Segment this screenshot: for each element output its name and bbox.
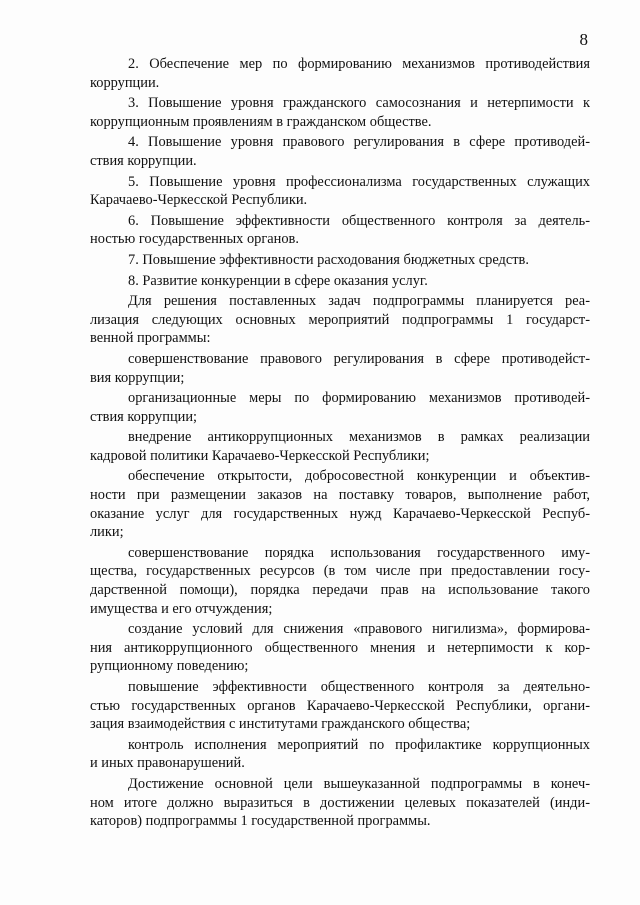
- text-line: Для решения поставленных задач подпрограммы планируется реа-: [128, 293, 590, 310]
- text-line: создание условий для снижения «правового нигилизма», формирова-: [128, 621, 590, 638]
- text-line: 7. Повышение эффективности расходования бюджетных средств.: [128, 251, 529, 268]
- text-line: лизация следующих основных мероприятий подпрограммы 1 государст-: [90, 311, 590, 328]
- paragraph: [90, 292, 590, 348]
- text-line: повышение эффективности общественного контроля за деятельно-: [128, 679, 590, 695]
- paragraph: [90, 544, 590, 618]
- text-line: кадровой политики Карачаево-Черкесской Республики;: [90, 447, 430, 464]
- text-line: каторов) подпрограммы 1 государственной программы.: [90, 813, 431, 830]
- paragraph: [90, 389, 590, 426]
- text-line: Достижение основной цели вышеуказанной подпрограммы в конеч-: [128, 775, 590, 792]
- paragraph: [90, 428, 590, 465]
- text-line: организационные меры по формированию механизмов противодей-: [128, 390, 590, 407]
- text-line: 3. Повышение уровня гражданского самосознания и нетерпимости к: [128, 95, 590, 112]
- text-line: 8. Развитие конкуренции в сфере оказания услуг.: [128, 272, 428, 289]
- paragraph: [90, 94, 590, 131]
- paragraph: [90, 55, 590, 92]
- text-line: коррупции.: [90, 74, 160, 91]
- text-line: Карачаево-Черкесской Республики.: [90, 192, 308, 209]
- paragraph: [90, 678, 590, 734]
- paragraph: [90, 212, 590, 249]
- text-line: ствия коррупции;: [90, 408, 198, 425]
- paragraph: [90, 173, 590, 210]
- text-line: лики;: [90, 524, 124, 541]
- text-line: ностью государственных органов.: [90, 231, 299, 248]
- text-line: рупционному поведению;: [90, 658, 249, 675]
- text-line: и иных правонарушений.: [90, 755, 245, 772]
- text-line: зация взаимодействия с институтами гражданского общества;: [90, 716, 471, 733]
- text-line: вия коррупции;: [90, 369, 185, 386]
- paragraph: [90, 620, 590, 676]
- text-line: 6. Повышение эффективности общественного контроля за деятель-: [128, 212, 590, 229]
- text-line: ности при размещении заказов на поставку товаров, выполнение работ,: [90, 487, 590, 504]
- paragraph: [90, 272, 590, 291]
- paragraph: [90, 736, 590, 773]
- text-line: совершенствование правового регулирования в сфере противодейст-: [128, 350, 590, 367]
- paragraph: [90, 467, 590, 541]
- text-line: венной программы:: [90, 330, 211, 347]
- text-line: щества, государственных ресурсов (в том числе при предоставлении госу-: [90, 563, 590, 580]
- paragraph: [90, 775, 590, 831]
- text-line: 5. Повышение уровня профессионализма государственных служащих: [128, 173, 590, 190]
- paragraph: [90, 133, 590, 170]
- text-line: 2. Обеспечение мер по формированию механизмов противодействия: [128, 56, 590, 72]
- text-line: внедрение антикоррупционных механизмов в рамках реализации: [128, 429, 590, 446]
- paragraph: [90, 251, 590, 270]
- page-number: 8: [579, 30, 588, 49]
- text-line: 4. Повышение уровня правового регулирования в сфере противодей-: [128, 134, 590, 151]
- text-line: обеспечение открытости, добросовестной конкуренции и объектив-: [128, 468, 590, 485]
- text-line: контроль исполнения мероприятий по профилактике коррупционных: [128, 736, 590, 753]
- text-line: совершенствование порядка использования государственного иму-: [128, 544, 590, 561]
- text-line: оказание услуг для государственных нужд Карачаево-Черкесской Респуб-: [90, 505, 590, 522]
- text-line: ния антикоррупционного общественного мнения и нетерпимости к кор-: [90, 639, 590, 656]
- document-body: [90, 55, 590, 833]
- text-line: дарственной помощи), порядка передачи прав на использование такого: [90, 582, 590, 599]
- paragraph: [90, 350, 590, 387]
- text-line: стью государственных органов Карачаево-Черкесской Республики, органи-: [90, 697, 590, 714]
- text-line: имущества и его отчуждения;: [90, 600, 273, 617]
- text-line: ном итоге должно выразиться в достижении целевых показателей (инди-: [90, 794, 590, 811]
- text-line: коррупционным проявлениям в гражданском обществе.: [90, 113, 432, 130]
- text-line: ствия коррупции.: [90, 152, 197, 169]
